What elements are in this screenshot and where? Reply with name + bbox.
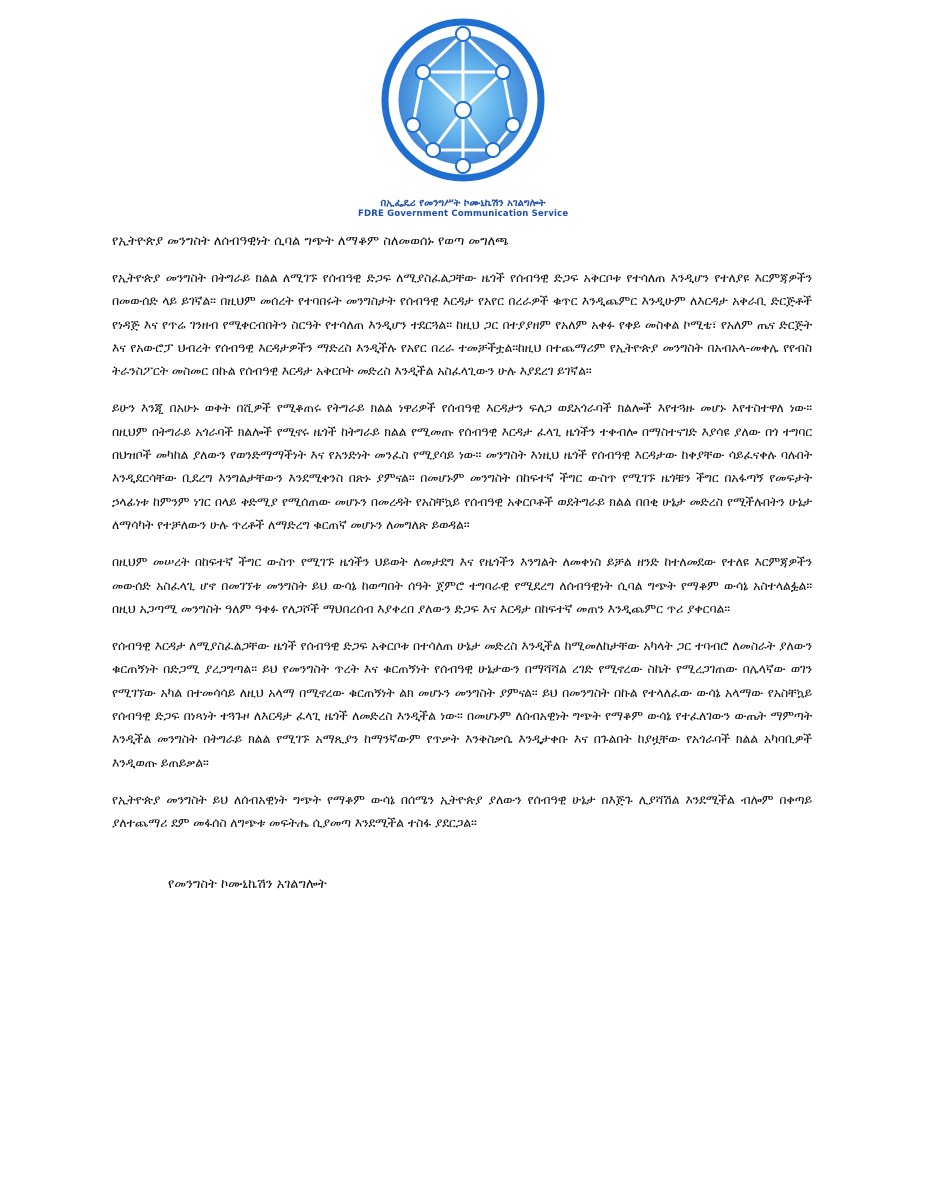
network-globe-icon [373,0,553,200]
logo-name-amharic: በኢፌዴሪ የመንግሥት ኮሙኒኬሽን አገልግሎት [380,198,546,209]
document-title: የኢትዮጵያ መንግስት ለሰብዓዊነት ሲባል ግጭት ለማቆም ስለመወሰኑ የወጣ መግለጫ [112,234,509,249]
paragraph-2: ይሁን እንጂ በአሁኑ ወቅት በሺዎች የሚቆጠሩ የትግራይ ክልል ነዋሪዎች የሰብዓዊ እርዳታን ፍለጋ ወደአጎራባች ክልሎች እየተጓዙ መሆኑ እየተስተዋለ ነው። በዚህም በትግራይ አጎራባች ክልሎች የሚኖሩ ዜጎች ከትግራይ ክልል የሚመጡ የሰብዓዊ እርዳታ ፈላጊ ዜጎችን ተቀብሎ በማስተናገድ እያሳዩ ያለው በጎ ተግባር በህዝቦች መካከል ያለውን የወንድማማችነት እና የአንድነት መንፈስ የሚያሳይ ነው። መንግስት እነዚህ ዜጎች የሰብዓዊ እርዳታው ከቀያቸው ሳይፈናቀሉ ባሉበት እንዲደርሳቸው ቢደረግ እንግልታቸውን እንደሚቀንስ በጽኑ ያምናል። በመሆኑም መንግስት በከፍተኛ ችግር ውስጥ የሚገኙ ዜጎቹን ችግር በአፋጣኝ የመፍታት ኃላፊነቱ ከምንም ነገር በላይ ቅድሚያ የሚሰጠው መሆኑን በመረዳት የአስቸኳይ የሰብዓዊ አቅርቦቶች ወደትግራይ ክልል በበቂ ሁኔታ መድረስ የሚችሉበትን ሁኔታ ለማሳካት የተቻለውን ሁሉ ጥረቶች ለማድረግ ቁርጠኛ መሆኑን ለመግለጽ ይወዳል። [112,400,812,532]
signature: የመንግስት ኮሙኒኬሽን አገልግሎት [168,876,327,892]
document-body [112,232,812,895]
paragraph-1: የኢትዮጵያ መንግስት በትግራይ ክልል ለሚገኙ የሰብዓዊ ድጋፍ ለሚያስፈልጋቸው ዜጎች የሰብዓዊ ድጋፍ አቅርቦቱ የተሳለጠ እንዲሆን የተለያዩ እርምጃዎችን በመውሰድ ላይ ይገኛል። በዚህም መሰረት የተባበሩት መንግስታት የሰብዓዊ እርዳታ የአየር በረራዎች ቁጥር እንዲጨምር እንዲሁም ለእርዳታ አቅራቢ ድርጅቶች የነዳጅ እና የጥሬ ገንዘብ የሚቀርብበትን ስርዓት የተሳለጠ እንዲሆን ተደርጓል። ከዚህ ጋር በተያያዘም የአለም አቀፉ የቀይ መስቀል ኮሚቴ፣ የአለም ጤና ድርጅት እና የአውሮፓ ህብረት የሰብዓዊ እርዳታዎችን ማድረስ እንዲችሉ የአየር በረራ ተመቻችቷል።ከዚህ በተጨማሪም የኢትዮጵያ መንግስት በአብአላ-መቀሌ የየብስ ትራንስፖርት መስመር በኩል የሰብዓዊ እርዳታ አቅርቦት መድረስ እንዲችል አስፈላጊውን ሁሉ እያደረገ ይገኛል። [112,270,812,379]
paragraph-4: የሰብዓዊ እርዳታ ለሚያስፈልጋቸው ዜጎች የሰብዓዊ ድጋፍ አቅርቦቱ በተሳለጠ ሁኔታ መድረስ እንዲችል ከሚመለከታቸው አካላት ጋር ተባብሮ ለመስራት ያለውን ቁርጠኝነት በድጋሚ ያረጋግጣል። ይህ የመንግስት ጥረት እና ቁርጠኝነት የሰብዓዊ ሁኔታውን በማሻሻል ረገድ የሚኖረው ስኬት የሚረጋገጠው በሌላኛው ወገን የሚገኘው አካል በተመሳሳይ ለዚህ አላማ በሚኖረው ቁርጠኝነት ልክ መሆኑን መንግስት ያምናል። ይህ በመንግስት በኩል የተላለፈው ውሳኔ አላማው የአስቸኳይ የሰብዓዊ ድጋፍ በነጻነት ተጓጉዞ ለእርዳታ ፈላጊ ዜጎች ለመድረስ እንዲችል ነው። በመሆኑም ለሰብአዊነት ግጭት የማቆም ውሳኔ የተፈለገውን ውጤት ማምጣት እንዲችል መንግስት በትግራይ ክልል የሚገኙ አማጺያን ከማንኛውም የጥቃት እንቅስቃሴ እንዲታቀቡ እና በጉልበት ከያዟቸው የአጎራባች ክልል አካባቢዎች እንዲወጡ ይጠይቃል። [112,638,812,770]
logo-name-english: FDRE Government Communication Service [358,209,569,219]
logo [358,0,568,240]
paragraph-3: በዚህም መሠረት በከፍተኛ ችግር ውስጥ የሚገኙ ዜጎችን ህይወት ለመታደግ እና የዜጎችን እንግልት ለመቀነስ ይቻል ዘንድ ከተለመደው የተለዩ እርምጃዎችን መውሰድ አስፈላጊ ሆኖ በመገኘቱ መንግስት ይህ ውሳኔ ከወጣበት ሰዓት ጀምሮ ተግባራዊ የሚደረግ ለሰብዓዊነት ሲባል ግጭት የማቆም ውሳኔ አስተላልፏል። በዚህ አጋጣሚ መንግስት ዓለም ዓቀፉ የለጋሾች ማህበረሰብ እያቀረበ ያለውን ድጋፍ እና እርዳታ በከፍተኛ መጠን እንዲጨምር ጥሪ ያቀርባል። [112,554,812,616]
paragraph-5: የኢትዮጵያ መንግስት ይህ ለሰብአዊነት ግጭት የማቆም ውሳኔ በሰሜን ኢትዮጵያ ያለውን የሰብዓዊ ሁኔታ በእጅጉ ሊያሻሽል እንደሚችል ብሎም በቀጣይ ያለተጨማሪ ደም መፋሰስ ለግጭቱ መፍትሔ ሲያመጣ እንደሚችል ተስፋ ያደርጋል። [112,791,812,831]
